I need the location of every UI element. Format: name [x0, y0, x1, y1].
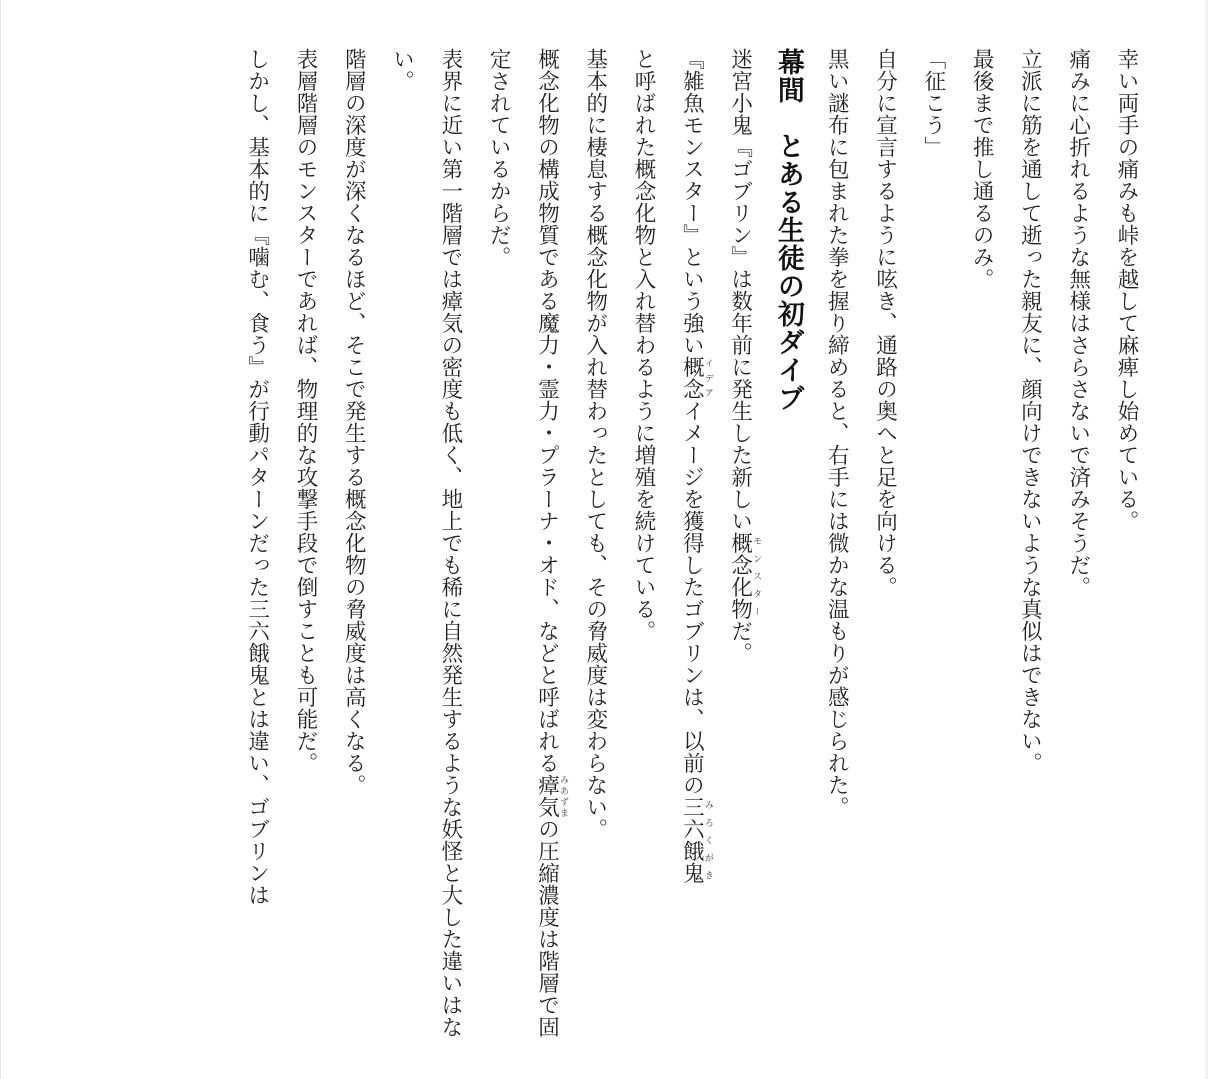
dialogue-quote: 「征こう」	[920, 48, 946, 158]
chapter-title: 幕間 とある生徒の初ダイブ	[772, 48, 804, 412]
paragraph: 表界に近い第一階層では瘴気の密度も低く、地上でも稀に自然発生するような妖怪と大した違いはない。	[389, 48, 463, 1038]
ruby-text: 概念化物モンスター	[727, 532, 762, 620]
ruby-text: 概念イデア	[679, 356, 713, 400]
paragraph: 表層階層のモンスターであれば、物理的な攻撃手段で倒すことも可能だ。	[292, 48, 318, 774]
paragraph: 迷宮小鬼『ゴブリン』は数年前に発生した新しい概念化物モンスターだ。	[727, 48, 762, 664]
ruby-text: 三六餓鬼みろくがき	[679, 796, 713, 884]
paragraph: 基本的に棲息する概念化物が入れ替わったとしても、その脅威度は変わらない。	[582, 48, 608, 840]
ruby-text: 瘴気みあずま	[534, 774, 568, 818]
paragraph: 『雑魚モンスター』という強い概念イデアイメージを獲得したゴブリンは、以前の三六餓鬼みろくがき	[679, 48, 713, 884]
paragraph: しかし、基本的に『噛む、食う』が行動パターンだった三六餓鬼とは違い、ゴブリンは	[244, 48, 270, 906]
paragraph: 幸い両手の痛みも峠を越して麻痺し始めている。	[1114, 48, 1139, 532]
paragraph: 立派に筋を通して逝った親友に、顔向けできないような真似はできない。	[1017, 48, 1043, 774]
paragraph: 階層の深度が深くなるほど、そこで発生する概念化物の脅威度は高くなる。	[341, 48, 367, 796]
paragraph: 概念化物の構成物質である魔力・霊力・プラーナ・オド、などと呼ばれる瘴気みあずまの圧縮濃度は階層で固定されているからだ。	[486, 48, 568, 1038]
paragraph: 黒い謎布に包まれた拳を握り締めると、右手には微かな温もりが感じられた。	[824, 48, 850, 818]
paragraph: 自分に宣言するように呟き、通路の奥へと足を向ける。	[872, 48, 898, 598]
paragraph: 痛みに心折れるような無様はさらさないで済みそうだ。	[1065, 48, 1091, 598]
paragraph-continuation: と呼ばれた概念化物と入れ替わるように増殖を続けている。	[631, 48, 657, 642]
vertical-text-body	[232, 48, 1150, 1048]
paragraph: 最後まで推し通るのみ。	[969, 48, 995, 290]
